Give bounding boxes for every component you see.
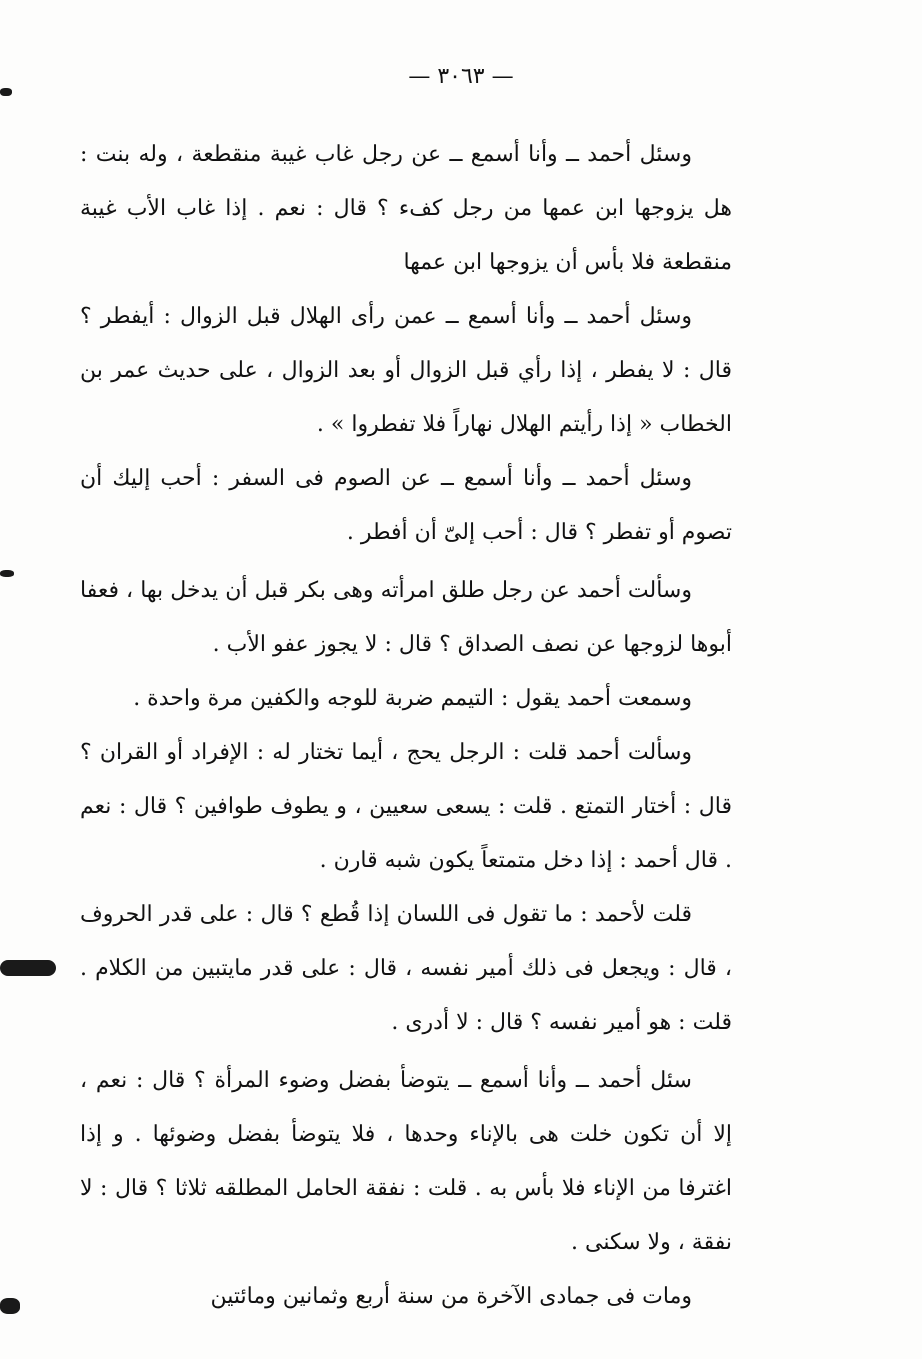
paragraph: وسمعت أحمد يقول : التيمم ضربة للوجه والكفين مرة واحدة . [133, 686, 692, 711]
paragraph: وسئل أحمد ــ وأنا أسمع ــ عن رجل غاب غيبة منقطعة ، وله بنت : هل يزوجها ابن عمها من رجل كفء ؟ قال : نعم . إذا غاب الأب غيبة منقطعة فلا بأس أن يزوجها ابن عمها [80, 142, 732, 275]
binding-mark [0, 570, 14, 577]
binding-mark [0, 960, 56, 976]
paragraph: وسئل أحمد ــ وأنا أسمع ــ عمن رأى الهلال قبل الزوال : أيفطر ؟ قال : لا يفطر ، إذا رأي قبل الزوال أو بعد الزوال ، على حديث عمر بن الخطاب « إذا رأيتم الهلال نهاراً فلا تفطروا » . [80, 304, 732, 437]
paragraph: سئل أحمد ــ وأنا أسمع ــ يتوضأ بفضل وضوء المرأة ؟ قال : نعم ، إلا أن تكون خلت هى بالإناء وحدها ، فلا يتوضأ بفضل وضوئها . و إذا اغترفا من الإناء فلا بأس به . قلت : نفقة الحامل المطلقه ثلاثا ؟ قال : لا نفقة ، ولا سكنى . [80, 1068, 732, 1255]
body-text [80, 128, 732, 1324]
binding-mark [0, 88, 12, 96]
paragraph: قلت لأحمد : ما تقول فى اللسان إذا قُطع ؟ قال : على قدر الحروف ، قال : ويجعل فى ذلك أمير نفسه ، قال : على قدر مايتبين من الكلام . قلت : هو أمير نفسه ؟ قال : لا أدرى . [80, 902, 732, 1035]
binding-mark [0, 1298, 20, 1314]
paragraph: وسألت أحمد قلت : الرجل يحج ، أيما تختار له : الإفراد أو القران ؟ قال : أختار التمتع . قلت : يسعى سعيين ، و يطوف طوافين ؟ قال : نعم . قال أحمد : إذا دخل متمتعاً يكون شبه قارن . [80, 740, 732, 873]
paragraph: وسئل أحمد ــ وأنا أسمع ــ عن الصوم فى السفر : أحب إليك أن تصوم أو تفطر ؟ قال : أحب إلىّ أن أفطر . [80, 466, 732, 545]
paragraph: وسألت أحمد عن رجل طلق امرأته وهى بكر قبل أن يدخل بها ، فعفا أبوها لزوجها عن نصف الصداق ؟ قال : لا يجوز عفو الأب . [80, 578, 732, 657]
paragraph: ومات فى جمادى الآخرة من سنة أربع وثمانين ومائتين [210, 1284, 692, 1309]
page-number: — ٣٠٦٣ — [408, 64, 514, 89]
